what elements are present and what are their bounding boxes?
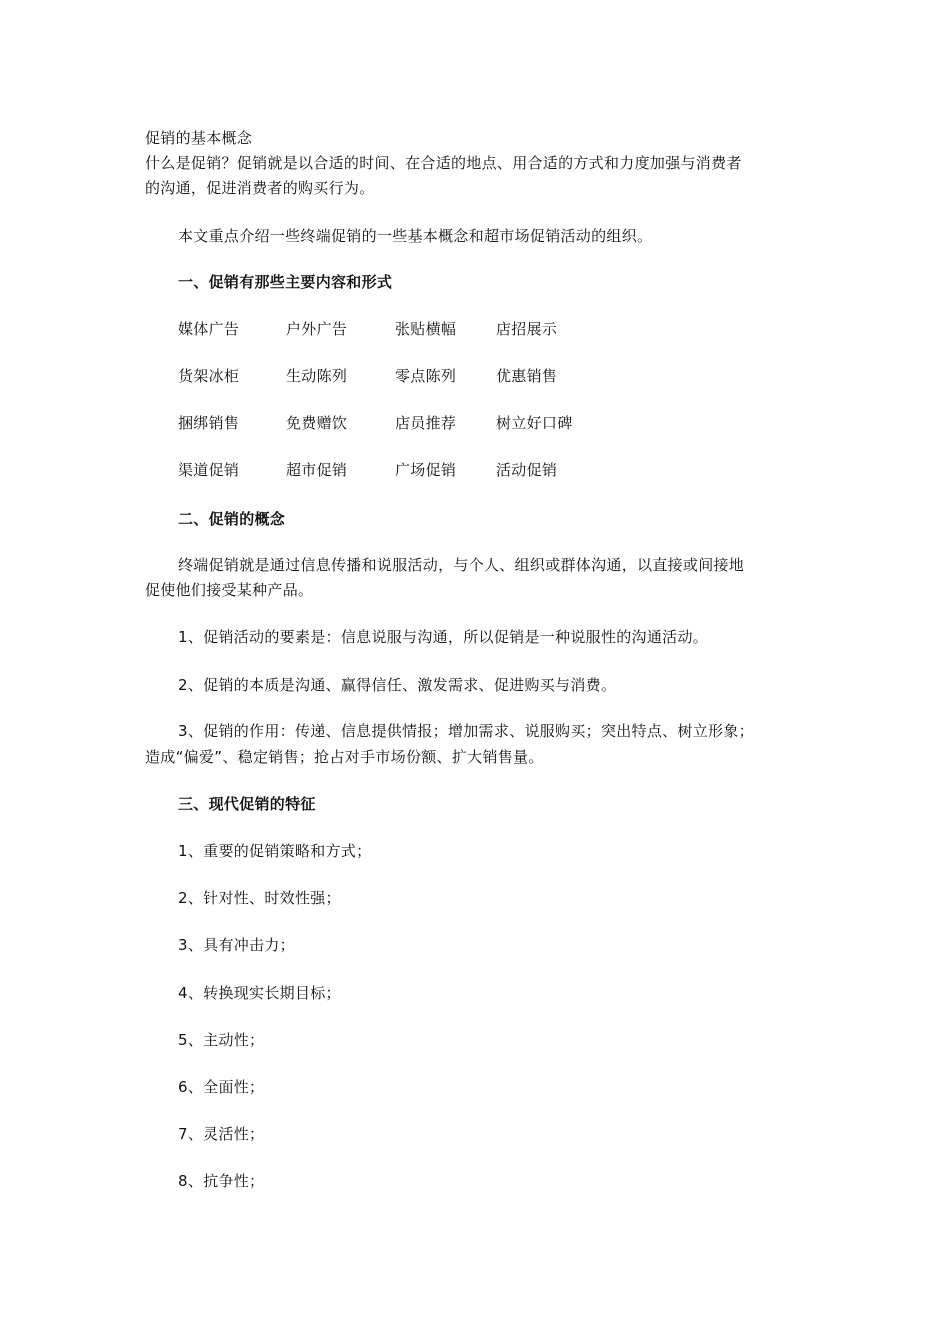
section2-heading: 二、促销的概念 bbox=[178, 510, 286, 528]
section2-item-3-line-2: 造成“偏爱”、稳定销售；抢占对手市场份额、扩大销售量。 bbox=[145, 748, 544, 766]
section3-item: 1、重要的促销策略和方式； bbox=[178, 842, 372, 860]
grid-cell: 渠道促销 bbox=[178, 461, 240, 479]
section3-item: 3、具有冲击力； bbox=[178, 936, 295, 954]
intro-line-2: 的沟通，促进消费者的购买行为。 bbox=[145, 179, 375, 197]
grid-cell: 优惠销售 bbox=[496, 367, 558, 385]
grid-cell: 媒体广告 bbox=[178, 320, 240, 338]
grid-cell: 张贴横幅 bbox=[395, 320, 457, 338]
doc-title: 促销的基本概念 bbox=[145, 129, 253, 147]
grid-cell: 活动促销 bbox=[496, 461, 558, 479]
intro-line-1: 什么是促销？促销就是以合适的时间、在合适的地点、用合适的方式和力度加强与消费者 bbox=[145, 154, 742, 172]
section2-para-line-2: 促使他们接受某种产品。 bbox=[145, 581, 314, 599]
section3-item: 7、灵活性； bbox=[178, 1125, 265, 1143]
grid-cell: 捆绑销售 bbox=[178, 414, 240, 432]
grid-row bbox=[178, 365, 638, 412]
section3-item: 8、抗争性； bbox=[178, 1172, 265, 1190]
grid-cell: 树立好口碑 bbox=[496, 414, 573, 432]
grid-cell: 广场促销 bbox=[395, 461, 457, 479]
grid-cell: 户外广告 bbox=[286, 320, 348, 338]
section3-item: 2、针对性、时效性强； bbox=[178, 889, 341, 907]
section3-item: 5、主动性； bbox=[178, 1031, 265, 1049]
section2-item-3-line-1: 3、促销的作用：传递、信息提供情报；增加需求、说服购买；突出特点、树立形象； bbox=[178, 722, 754, 740]
grid-row bbox=[178, 318, 638, 365]
section3-item: 6、全面性； bbox=[178, 1078, 265, 1096]
grid-row bbox=[178, 412, 638, 459]
grid-cell: 店员推荐 bbox=[395, 414, 457, 432]
section2-item-1: 1、促销活动的要素是：信息说服与沟通，所以促销是一种说服性的沟通活动。 bbox=[178, 628, 709, 646]
grid-cell: 超市促销 bbox=[286, 461, 348, 479]
section1-heading: 一、促销有那些主要内容和形式 bbox=[178, 273, 393, 291]
section3-item: 4、转换现实长期目标； bbox=[178, 984, 341, 1002]
promotion-forms-grid bbox=[178, 318, 638, 506]
section2-item-2: 2、促销的本质是沟通、赢得信任、激发需求、促进购买与消费。 bbox=[178, 676, 617, 694]
grid-cell: 免费赠饮 bbox=[286, 414, 348, 432]
grid-row bbox=[178, 459, 638, 506]
section3-heading: 三、现代促销的特征 bbox=[178, 795, 316, 813]
grid-cell: 店招展示 bbox=[496, 320, 558, 338]
summary-paragraph: 本文重点介绍一些终端促销的一些基本概念和超市场促销活动的组织。 bbox=[178, 227, 653, 245]
grid-cell: 货架冰柜 bbox=[178, 367, 240, 385]
grid-cell: 零点陈列 bbox=[395, 367, 457, 385]
grid-cell: 生动陈列 bbox=[286, 367, 348, 385]
section2-para-line-1: 终端促销就是通过信息传播和说服活动，与个人、组织或群体沟通，以直接或间接地 bbox=[178, 556, 745, 574]
